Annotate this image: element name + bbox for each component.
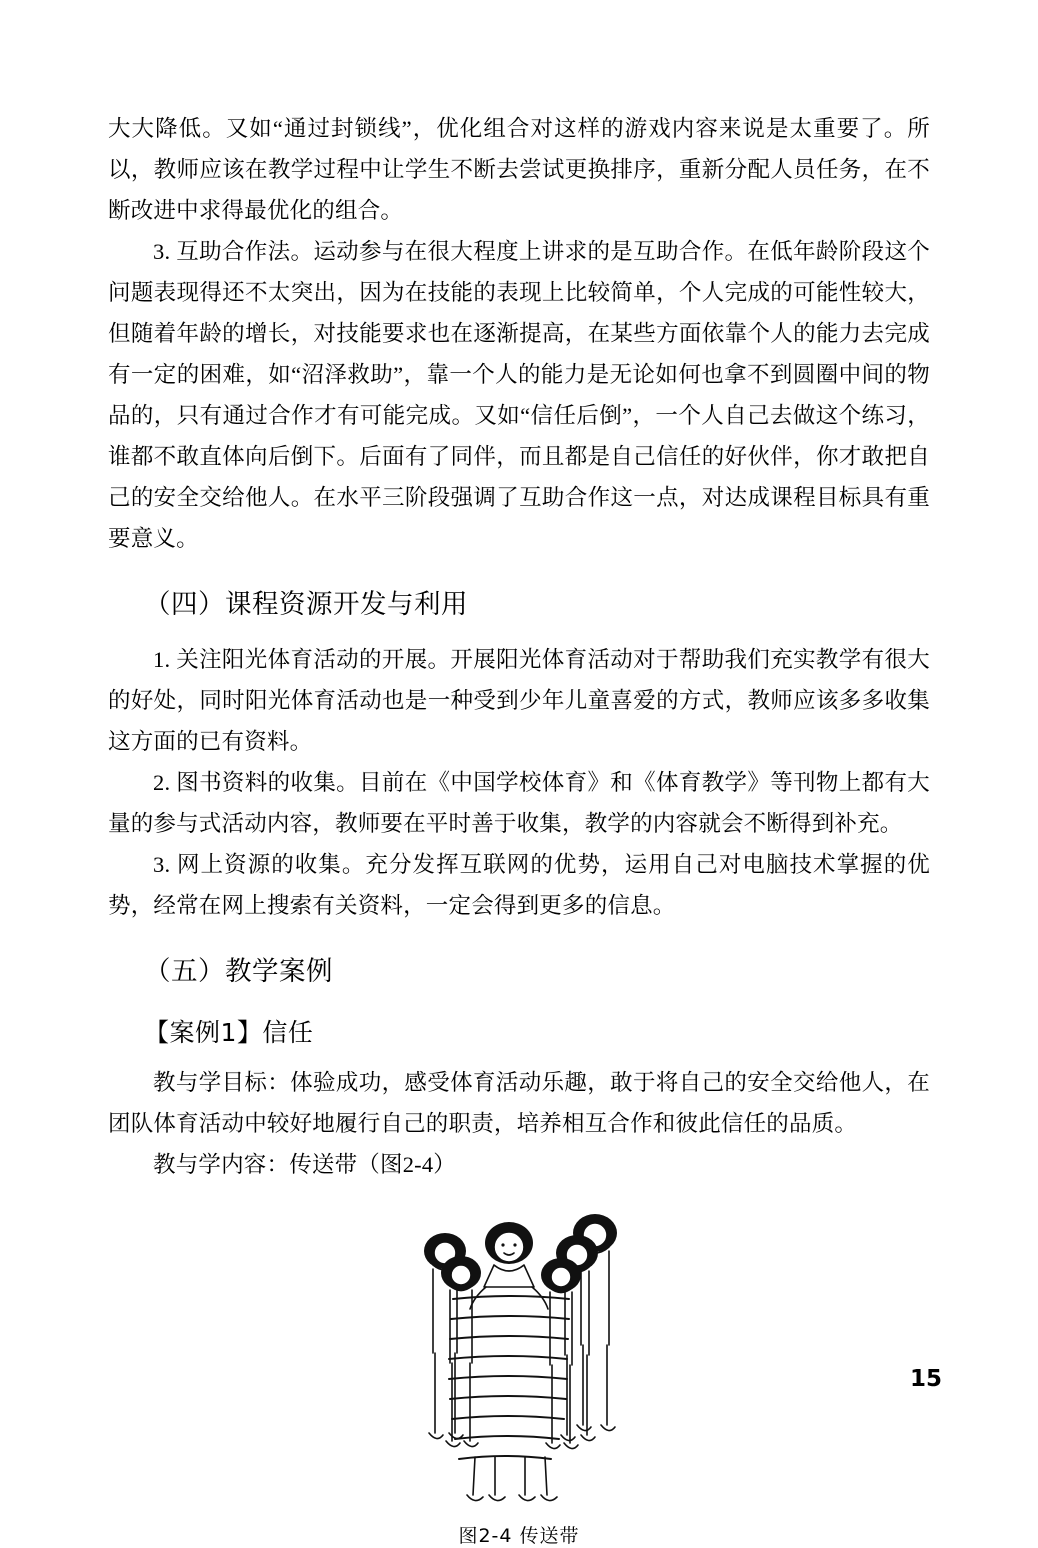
case-title: 【案例1】信任 — [144, 1018, 314, 1047]
section-four-paragraph-1: 1. 关注阳光体育活动的开展。开展阳光体育活动对于帮助我们充实教学有很大的好处，同时阳光体育活动也是一种受到少年儿童喜爱的方式，教师应该多多收集这方面的已有资料。 — [108, 647, 930, 754]
section-five-paragraph-2: 教与学内容：传送带（图2-4） — [153, 1152, 456, 1177]
figure-block — [108, 1195, 930, 1548]
paragraph-2: 3. 互助合作法。运动参与在很大程度上讲求的是互助合作。在低年龄阶段这个问题表现得还不太突出，因为在技能的表现上比较简单，个人完成的可能性较大，但随着年龄的增长，对技能要求也在逐渐提高，在某些方面依靠个人的能力去完成有一定的困难，如“沼泽救助”，靠一个人的能力是无论如何也拿不到圆圈中间的物品的，只有通过合作才有可能完成。又如“信任后倒”，一个人自己去做这个练习，谁都不敢直体向后倒下。后面有了同伴，而且都是自己信任的好伙伴，你才敢把自己的安全交给他人。在水平三阶段强调了互助合作这一点，对达成课程目标具有重要意义。 — [108, 239, 930, 551]
section-five-paragraph-1: 教与学目标：体验成功，感受体育活动乐趣，敢于将自己的安全交给他人，在团队体育活动中较好地履行自己的职责，培养相互合作和彼此信任的品质。 — [108, 1070, 930, 1136]
section-heading-five: （五）教学案例 — [144, 956, 333, 987]
section-four-paragraph-2: 2. 图书资料的收集。目前在《中国学校体育》和《体育教学》等刊物上都有大量的参与式活动内容，教师要在平时善于收集，教学的内容就会不断得到补充。 — [108, 770, 930, 836]
section-heading-four: （四）课程资源开发与利用 — [144, 589, 468, 620]
section-four-paragraph-3: 3. 网上资源的收集。充分发挥互联网的优势，运用自己对电脑技术掌握的优势，经常在网上搜索有关资料，一定会得到更多的信息。 — [108, 852, 930, 918]
conveyor-belt-trust-illustration — [349, 1195, 689, 1515]
page-content — [108, 108, 930, 1548]
figure-caption: 图2-4 传送带 — [458, 1525, 580, 1547]
page-number: 15 — [909, 1366, 942, 1392]
paragraph-1: 大大降低。又如“通过封锁线”，优化组合对这样的游戏内容来说是太重要了。所以，教师应该在教学过程中让学生不断去尝试更换排序，重新分配人员任务，在不断改进中求得最优化的组合。 — [108, 116, 930, 223]
